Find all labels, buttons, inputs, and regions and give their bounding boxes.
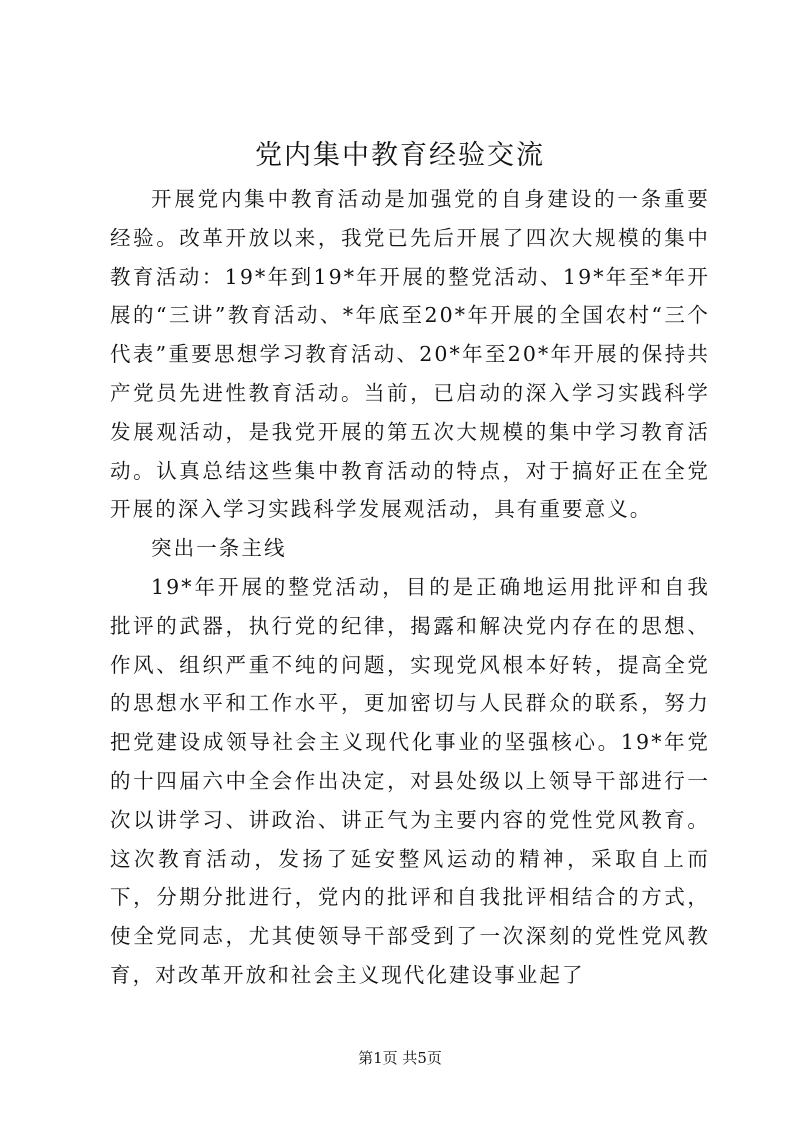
paragraph-section: 19*年开展的整党活动，目的是正确地运用批评和自我批评的武器，执行党的纪律，揭露和解决党内存在的思想、作风、组织严重不纯的问题，实现党风根本好转，提高全党的思想水平和工作水平，更加密切与人民群众的联系，努力把党建设成领导社会主义现代化事业的坚强核心。19*年党的十四届六中全会作出决定，对县处级以上领导干部进行一次以讲学习、讲政治、讲正气为主要内容的党性党风教育。这次教育活动，发扬了延安整风运动的精神，采取自上而下，分期分批进行，党内的批评和自我批评相结合的方式，使全党同志，尤其使领导干部受到了一次深刻的党性党风教育，对改革开放和社会主义现代化建设事业起了 bbox=[110, 574, 710, 987]
document-title: 党内集中教育经验交流 bbox=[255, 140, 545, 171]
document-body bbox=[110, 180, 710, 995]
section-heading: 突出一条主线 bbox=[151, 536, 287, 561]
paragraph-intro: 开展党内集中教育活动是加强党的自身建设的一条重要经验。改革开放以来，我党已先后开展了四次大规模的集中教育活动：19*年到19*年开展的整党活动、19*年至*年开展的“三讲”教育活动、*年底至20*年开展的全国农村“三个代表”重要思想学习教育活动、20*年至20*年开展的保持共产党员先进性教育活动。当前，已启动的深入学习实践科学发展观活动，是我党开展的第五次大规模的集中学习教育活动。认真总结这些集中教育活动的特点，对于搞好正在全党开展的深入学习实践科学发展观活动，具有重要意义。 bbox=[110, 187, 710, 522]
page-footer: 第1页 共5页 bbox=[358, 1049, 442, 1067]
